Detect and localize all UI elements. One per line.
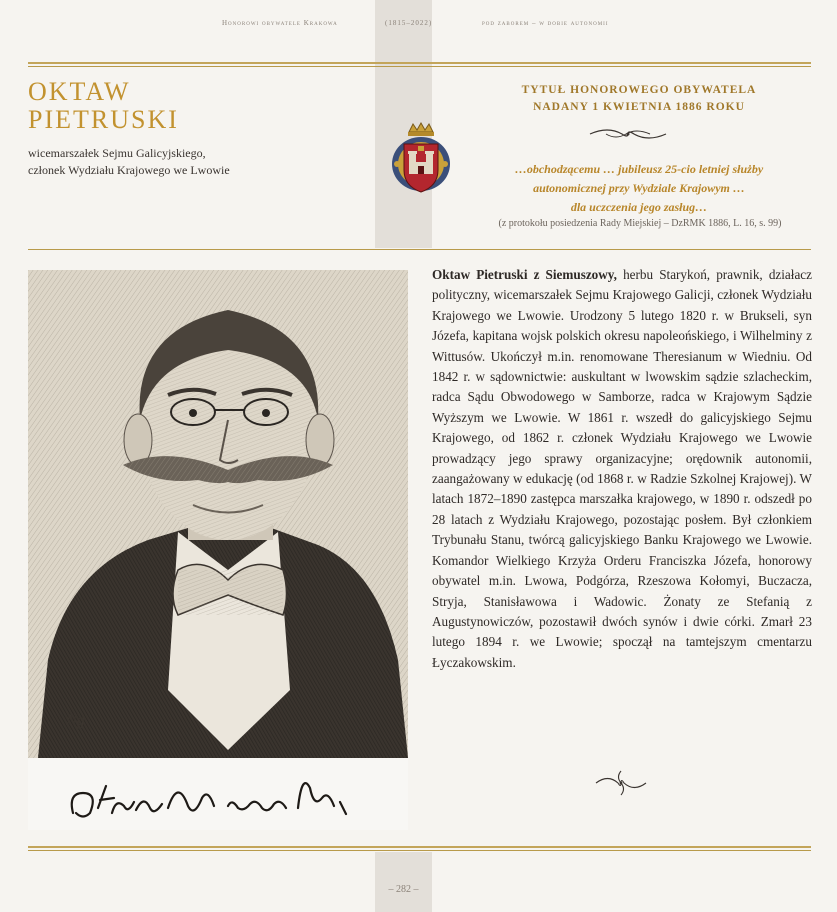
running-header-left: Honorowi obywatele Krakowa bbox=[222, 19, 338, 27]
page-number: – 282 – bbox=[388, 884, 419, 895]
running-header bbox=[0, 19, 837, 33]
award-quote: …obchodzącemu … jubileusz 25-cio letniej służby autonomicznej przy Wydziale Krajowym … dla uczczenia jego zasług… bbox=[514, 162, 764, 214]
running-header-right: pod zaborem – w dobie autonomii bbox=[482, 19, 609, 27]
biography-body: herbu Starykoń, prawnik, działacz polityczny, wicemarszałek Sejmu Krajowego Galicji, członek Wydziału Krajowego we Lwowie. Urodzony 5 lutego 1820 r. w Brukseli, syn Józefa, kapitana wojsk polskich okresu napoleońskiego, i Wilhelminy z Wittusów. Ukończył m.in. renomowane Theresianum w Wiedniu. Od 1842 r. w sądownictwie: auskultant w lwowskim sądzie szlacheckim, radca Sądu Obwodowego w Samborze, radca w Krajowym Sądzie Wyższym we Lwowie. W 1861 r. wszedł do galicyjskiego Sejmu Krajowego, od 1862 r. członek Wydziału Krajowego we Lwowie prowadzący jego sprawy organizacyjne; orędownik autonomii, zaangażowany w edukację (od 1868 r. w Radzie Szkolnej Krajowej). W latach 1872–1890 zastępca marszałka krajowego, w 1890 r. odszedł po 28 latach z Wydziału Krajowego, pozostając posłem. Był członkiem Trybunału Stanu, twórcą galicyjskiego Banku Krajowego we Lwowie. Komandor Wielkiego Krzyża Orderu Franciszka Józefa, honorowy obywatel m.in. Lwowa, Podgórza, Rzeszowa Kołomyi, Buczacza, Stryja, Stanisławowa i Wadowic. Żonaty ze Stefanią z Augustynowiczów, pozostawił dwóch synów i dwie córki. Zmarł 23 lutego 1894 r. we Lwowie; spoczął na tamtejszym cmentarzu Łyczakowskim. bbox=[432, 267, 813, 670]
portrait-engraving bbox=[28, 270, 408, 758]
svg-text:Ng: Ng bbox=[66, 712, 85, 729]
footer-rule bbox=[28, 846, 811, 848]
end-ornament-icon bbox=[594, 768, 648, 798]
header-rule bbox=[28, 62, 811, 64]
biography-lead: Oktaw Pietruski z Siemuszowy, bbox=[432, 267, 617, 282]
award-source: (z protokołu posiedzenia Rady Miejskiej – DzRMK 1886, L. 16, s. 99) bbox=[498, 218, 782, 229]
krakow-coat-of-arms-icon bbox=[389, 122, 453, 196]
running-header-center: (1815–2022) bbox=[385, 19, 433, 27]
signature-area bbox=[28, 758, 408, 830]
ornament-icon bbox=[588, 124, 668, 144]
person-first-name: OKTAW bbox=[28, 77, 131, 106]
award-title: TYTUŁ HONOROWEGO OBYWATELA NADANY 1 KWIETNIA 1886 ROKU bbox=[521, 84, 757, 113]
biography-text bbox=[432, 265, 812, 673]
person-last-name: PIETRUSKI bbox=[28, 105, 179, 134]
person-role: wicemarszałek Sejmu Galicyjskiego, członek Wydziału Krajowego we Lwowie bbox=[28, 146, 230, 177]
person-name bbox=[28, 78, 179, 134]
signature-icon bbox=[28, 758, 408, 830]
section-rule bbox=[28, 249, 811, 250]
